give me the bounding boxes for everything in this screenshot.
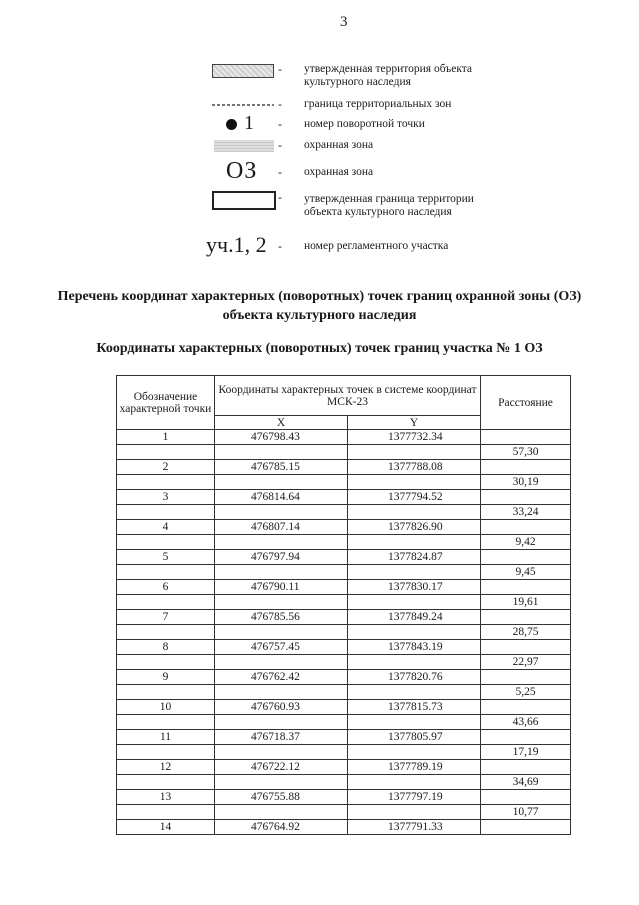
- point-y: [348, 535, 481, 550]
- point-id: [117, 685, 215, 700]
- point-y: 1377830.17: [348, 580, 481, 595]
- table-row: [117, 445, 571, 460]
- distance-cell: [481, 640, 571, 655]
- grey-area-icon: [214, 140, 274, 152]
- point-id: 11: [117, 730, 215, 745]
- table-row: [117, 700, 571, 715]
- point-id: [117, 655, 215, 670]
- legend-text: утвержденная граница территории объекта культурного наследия: [304, 193, 474, 218]
- point-x: 476755.88: [215, 790, 348, 805]
- point-id: [117, 745, 215, 760]
- distance-cell: [481, 760, 571, 775]
- point-y: 1377824.87: [348, 550, 481, 565]
- point-id: 5: [117, 550, 215, 565]
- distance-cell: [481, 730, 571, 745]
- point-x: [215, 655, 348, 670]
- point-x: 476785.15: [215, 460, 348, 475]
- table-row: [117, 520, 571, 535]
- table-row: [117, 760, 571, 775]
- point-x: 476814.64: [215, 490, 348, 505]
- point-y: 1377794.52: [348, 490, 481, 505]
- distance-value: 30,19: [481, 475, 571, 490]
- point-y: [348, 445, 481, 460]
- point-x: 476718.37: [215, 730, 348, 745]
- distance-cell: [481, 790, 571, 805]
- point-x: [215, 805, 348, 820]
- distance-value: 9,45: [481, 565, 571, 580]
- legend-item-point-number: 1 - номер поворотной точки: [0, 118, 639, 142]
- point-id: [117, 565, 215, 580]
- dashed-line-icon: [212, 104, 274, 106]
- section-title: Координаты характерных (поворотных) точек границ участка № 1 ОЗ: [96, 341, 543, 356]
- table-row: [117, 820, 571, 835]
- legend-item-approved-border: - утвержденная граница территории объекта культурного наследия: [0, 190, 639, 214]
- legend-item-zone-border: - граница территориальных зон: [0, 98, 639, 122]
- point-x: [215, 595, 348, 610]
- distance-cell: [481, 490, 571, 505]
- table-row: [117, 790, 571, 805]
- table-body: [117, 430, 571, 835]
- point-y: [348, 715, 481, 730]
- distance-value: 9,42: [481, 535, 571, 550]
- legend-text: охранная зона: [304, 166, 374, 178]
- point-y: [348, 655, 481, 670]
- distance-cell: [481, 820, 571, 835]
- legend-item-protection-zone: - охранная зона: [0, 139, 639, 163]
- point-y: 1377788.08: [348, 460, 481, 475]
- point-x: 476762.42: [215, 670, 348, 685]
- point-x: [215, 535, 348, 550]
- point-x: 476785.56: [215, 610, 348, 625]
- point-x: 476760.93: [215, 700, 348, 715]
- legend-text: охранная зона: [304, 139, 374, 151]
- point-y: 1377815.73: [348, 700, 481, 715]
- distance-cell: [481, 550, 571, 565]
- point-y: 1377797.19: [348, 790, 481, 805]
- point-y: [348, 775, 481, 790]
- legend-item-oz: ОЗ - охранная зона: [0, 166, 639, 190]
- point-x: [215, 475, 348, 490]
- distance-value: 43,66: [481, 715, 571, 730]
- point-x: [215, 565, 348, 580]
- point-y: [348, 565, 481, 580]
- point-marker-icon: [226, 119, 237, 130]
- point-id: 8: [117, 640, 215, 655]
- table-row: [117, 625, 571, 640]
- point-y: 1377789.19: [348, 760, 481, 775]
- point-y: 1377791.33: [348, 820, 481, 835]
- point-y: 1377843.19: [348, 640, 481, 655]
- plot-number-label: уч.1, 2: [206, 232, 267, 257]
- distance-value: 33,24: [481, 505, 571, 520]
- table-row: [117, 640, 571, 655]
- legend-item-approved-territory: - утвержденная территория объекта культурного наследия: [0, 62, 639, 86]
- distance-cell: [481, 520, 571, 535]
- point-x: [215, 775, 348, 790]
- table-row: [117, 745, 571, 760]
- header-point: Обозначение характерной точки: [117, 376, 215, 430]
- table-row: [117, 535, 571, 550]
- table-row: [117, 460, 571, 475]
- point-x: [215, 505, 348, 520]
- table-row: [117, 610, 571, 625]
- point-id: 1: [117, 430, 215, 445]
- table-row: [117, 430, 571, 445]
- distance-value: 19,61: [481, 595, 571, 610]
- point-x: 476807.14: [215, 520, 348, 535]
- point-y: [348, 745, 481, 760]
- distance-value: 22,97: [481, 655, 571, 670]
- point-x: 476797.94: [215, 550, 348, 565]
- point-id: 12: [117, 760, 215, 775]
- header-y: Y: [348, 416, 481, 430]
- page-number: 3: [340, 14, 348, 30]
- page-title: Перечень координат характерных (поворотных) точек границ охранной зоны (ОЗ) объекта культурного наследия: [57, 289, 582, 323]
- point-x: [215, 685, 348, 700]
- point-x: 476757.45: [215, 640, 348, 655]
- distance-cell: [481, 460, 571, 475]
- legend-text: граница территориальных зон: [304, 98, 452, 110]
- distance-cell: [481, 430, 571, 445]
- point-id: 7: [117, 610, 215, 625]
- table-row: [117, 580, 571, 595]
- table-row: [117, 715, 571, 730]
- point-x: [215, 445, 348, 460]
- table-row: [117, 805, 571, 820]
- table-row: [117, 505, 571, 520]
- header-coordinates: Координаты характерных точек в системе координат МСК-23: [215, 376, 481, 416]
- point-id: [117, 775, 215, 790]
- legend-item-plot-number: уч.1, 2 - номер регламентного участка: [0, 240, 639, 264]
- header-distance: Расстояние: [481, 376, 571, 430]
- point-id: [117, 595, 215, 610]
- point-y: 1377849.24: [348, 610, 481, 625]
- point-y: [348, 685, 481, 700]
- distance-value: 28,75: [481, 625, 571, 640]
- coordinates-table: [116, 375, 571, 835]
- point-id: 3: [117, 490, 215, 505]
- distance-cell: [481, 610, 571, 625]
- point-x: [215, 715, 348, 730]
- point-y: 1377805.97: [348, 730, 481, 745]
- point-x: 476764.92: [215, 820, 348, 835]
- point-id: 14: [117, 820, 215, 835]
- header-x: X: [215, 416, 348, 430]
- point-id: [117, 445, 215, 460]
- point-id: [117, 475, 215, 490]
- hatched-area-icon: [212, 64, 274, 78]
- table-row: [117, 550, 571, 565]
- point-id: [117, 625, 215, 640]
- oz-label: ОЗ: [226, 158, 258, 184]
- point-id: 4: [117, 520, 215, 535]
- point-id: [117, 805, 215, 820]
- point-y: 1377826.90: [348, 520, 481, 535]
- distance-cell: [481, 670, 571, 685]
- point-x: 476790.11: [215, 580, 348, 595]
- point-id: [117, 535, 215, 550]
- legend-text: номер поворотной точки: [304, 118, 425, 130]
- legend-text: номер регламентного участка: [304, 240, 449, 252]
- point-x: [215, 745, 348, 760]
- point-y: [348, 505, 481, 520]
- point-id: 9: [117, 670, 215, 685]
- distance-value: 34,69: [481, 775, 571, 790]
- distance-value: 57,30: [481, 445, 571, 460]
- table-row: [117, 670, 571, 685]
- point-marker-label: 1: [244, 112, 254, 134]
- point-x: 476722.12: [215, 760, 348, 775]
- point-id: [117, 505, 215, 520]
- point-x: 476798.43: [215, 430, 348, 445]
- point-y: 1377732.34: [348, 430, 481, 445]
- point-x: [215, 625, 348, 640]
- point-id: 2: [117, 460, 215, 475]
- point-id: [117, 715, 215, 730]
- distance-cell: [481, 700, 571, 715]
- point-y: [348, 625, 481, 640]
- point-id: 6: [117, 580, 215, 595]
- table-row: [117, 730, 571, 745]
- point-y: 1377820.76: [348, 670, 481, 685]
- point-y: [348, 805, 481, 820]
- legend-text: утвержденная территория объекта культурного наследия: [304, 63, 473, 88]
- point-id: 13: [117, 790, 215, 805]
- point-y: [348, 595, 481, 610]
- distance-value: 10,77: [481, 805, 571, 820]
- table-row: [117, 685, 571, 700]
- distance-value: 5,25: [481, 685, 571, 700]
- table-row: [117, 565, 571, 580]
- table-row: [117, 595, 571, 610]
- table-row: [117, 655, 571, 670]
- distance-cell: [481, 580, 571, 595]
- table-row: [117, 490, 571, 505]
- outline-rect-icon: [212, 191, 276, 210]
- point-y: [348, 475, 481, 490]
- distance-value: 17,19: [481, 745, 571, 760]
- point-id: 10: [117, 700, 215, 715]
- table-row: [117, 775, 571, 790]
- table-row: [117, 475, 571, 490]
